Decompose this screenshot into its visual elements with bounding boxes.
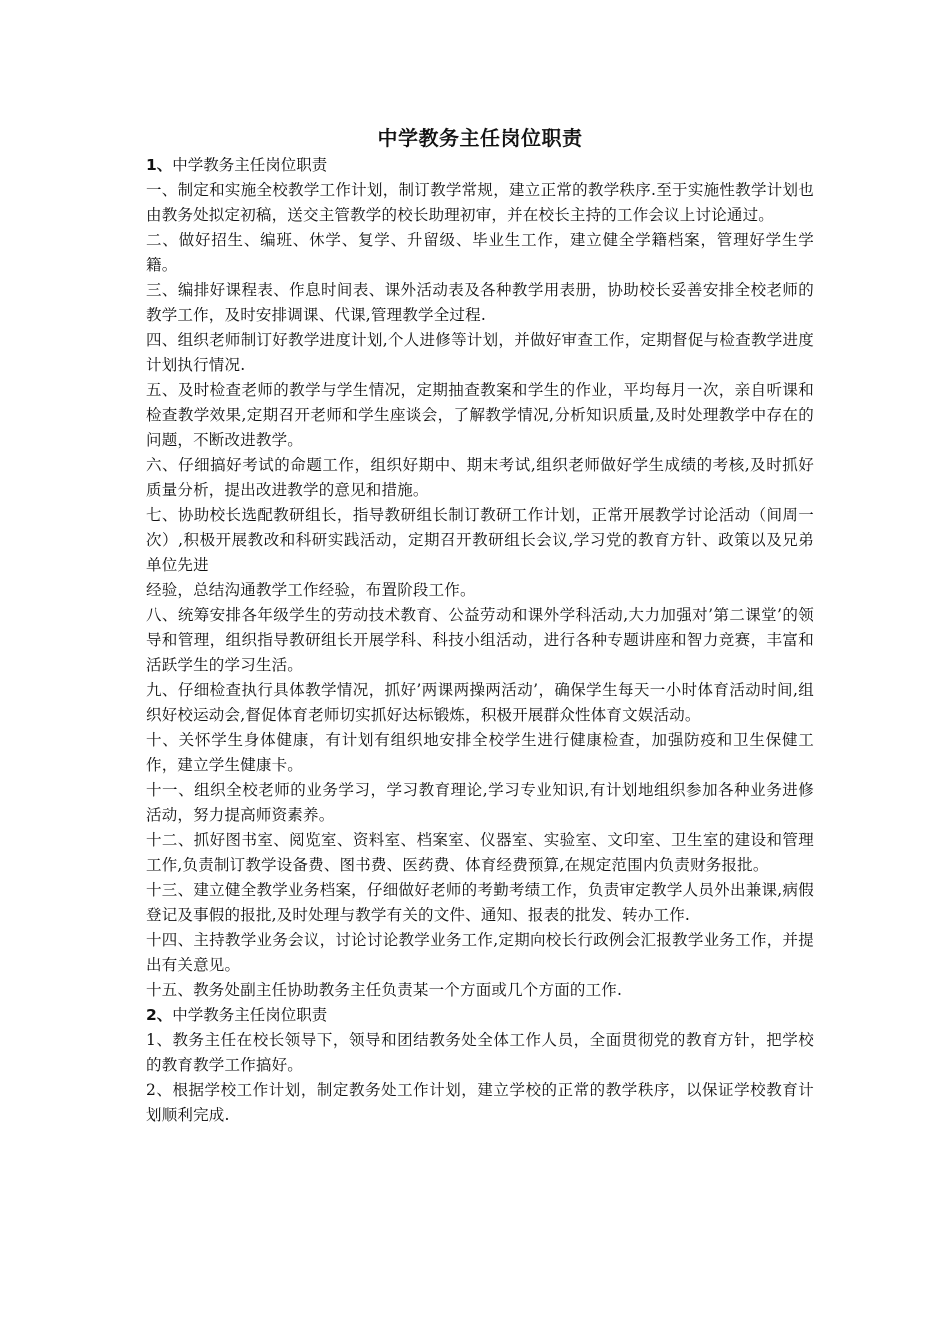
paragraph: 1、教务主任在校长领导下，领导和团结教务处全体工作人员，全面贯彻党的教育方针，把学校的教育教学工作搞好。	[146, 1031, 814, 1074]
paragraph: 五、及时检查老师的教学与学生情况，定期抽查教案和学生的作业，平均每月一次，亲自听课和检查教学效果,定期召开老师和学生座谈会，了解教学情况,分析知识质量,及时处理教学中存在的问题，不断改进教学。	[146, 381, 814, 449]
paragraph: 一、制定和实施全校教学工作计划，制订教学常规，建立正常的教学秩序.至于实施性教学计划也由教务处拟定初稿，送交主管教学的校长助理初审，并在校长主持的工作会议上讨论通过。	[146, 181, 814, 224]
section-heading-text: 中学教务主任岗位职责	[172, 1006, 328, 1024]
section-heading	[146, 1003, 814, 1028]
paragraph: 六、仔细搞好考试的命题工作，组织好期中、期末考试,组织老师做好学生成绩的考核,及时抓好质量分析，提出改进教学的意见和措施。	[146, 456, 814, 499]
paragraph: 四、组织老师制订好教学进度计划,个人进修等计划，并做好审查工作，定期督促与检查教学进度计划执行情况.	[146, 331, 814, 374]
section-number: 2、	[146, 1006, 173, 1024]
paragraph: 十一、组织全校老师的业务学习，学习教育理论,学习专业知识,有计划地组织参加各种业务进修活动，努力提高师资素养。	[146, 781, 814, 824]
paragraph: 经验，总结沟通教学工作经验，布置阶段工作。	[146, 581, 476, 599]
section-number: 1、	[146, 156, 173, 174]
paragraph: 十五、教务处副主任协助教务主任负责某一个方面或几个方面的工作.	[146, 981, 623, 999]
document-title: 中学教务主任岗位职责	[377, 126, 583, 150]
section-heading	[146, 153, 814, 178]
section-1	[146, 153, 814, 1003]
paragraph: 十、关怀学生身体健康，有计划有组织地安排全校学生进行健康检查，加强防疫和卫生保健工作，建立学生健康卡。	[146, 731, 814, 774]
paragraph: 2、根据学校工作计划，制定教务处工作计划，建立学校的正常的教学秩序，以保证学校教育计划顺利完成.	[146, 1081, 814, 1124]
paragraph: 九、仔细检查执行具体教学情况，抓好’两课两操两活动’，确保学生每天一小时体育活动时间,组织好校运动会,督促体育老师切实抓好达标锻炼，积极开展群众性体育文娱活动。	[146, 681, 814, 724]
paragraph: 七、协助校长选配教研组长，指导教研组长制订教研工作计划，正常开展教学讨论活动（间周一次）,积极开展教改和科研实践活动，定期召开教研组长会议,学习党的教育方针、政策以及兄弟单位先进	[146, 506, 814, 574]
section-heading-text: 中学教务主任岗位职责	[172, 156, 328, 174]
paragraph: 十三、建立健全教学业务档案，仔细做好老师的考勤考绩工作，负责审定教学人员外出兼课,病假登记及事假的报批,及时处理与教学有关的文件、通知、报表的批发、转办工作.	[146, 881, 814, 924]
paragraph: 二、做好招生、编班、休学、复学、升留级、毕业生工作，建立健全学籍档案，管理好学生学籍。	[146, 231, 814, 274]
paragraph: 三、编排好课程表、作息时间表、课外活动表及各种教学用表册，协助校长妥善安排全校老师的教学工作，及时安排调课、代课,管理教学全过程.	[146, 281, 814, 324]
document-page	[146, 125, 814, 1128]
section-2	[146, 1003, 814, 1128]
paragraph: 十二、抓好图书室、阅览室、资料室、档案室、仪器室、实验室、文印室、卫生室的建设和管理工作,负责制订教学设备费、图书费、医药费、体育经费预算,在规定范围内负责财务报批。	[146, 831, 814, 874]
paragraph: 十四、主持教学业务会议，讨论讨论教学业务工作,定期向校长行政例会汇报教学业务工作，并提出有关意见。	[146, 931, 814, 974]
paragraph: 八、统筹安排各年级学生的劳动技术教育、公益劳动和课外学科活动,大力加强对’第二课堂’的领导和管理，组织指导教研组长开展学科、科技小组活动，进行各种专题讲座和智力竞赛，丰富和活跃学生的学习生活。	[146, 606, 814, 674]
